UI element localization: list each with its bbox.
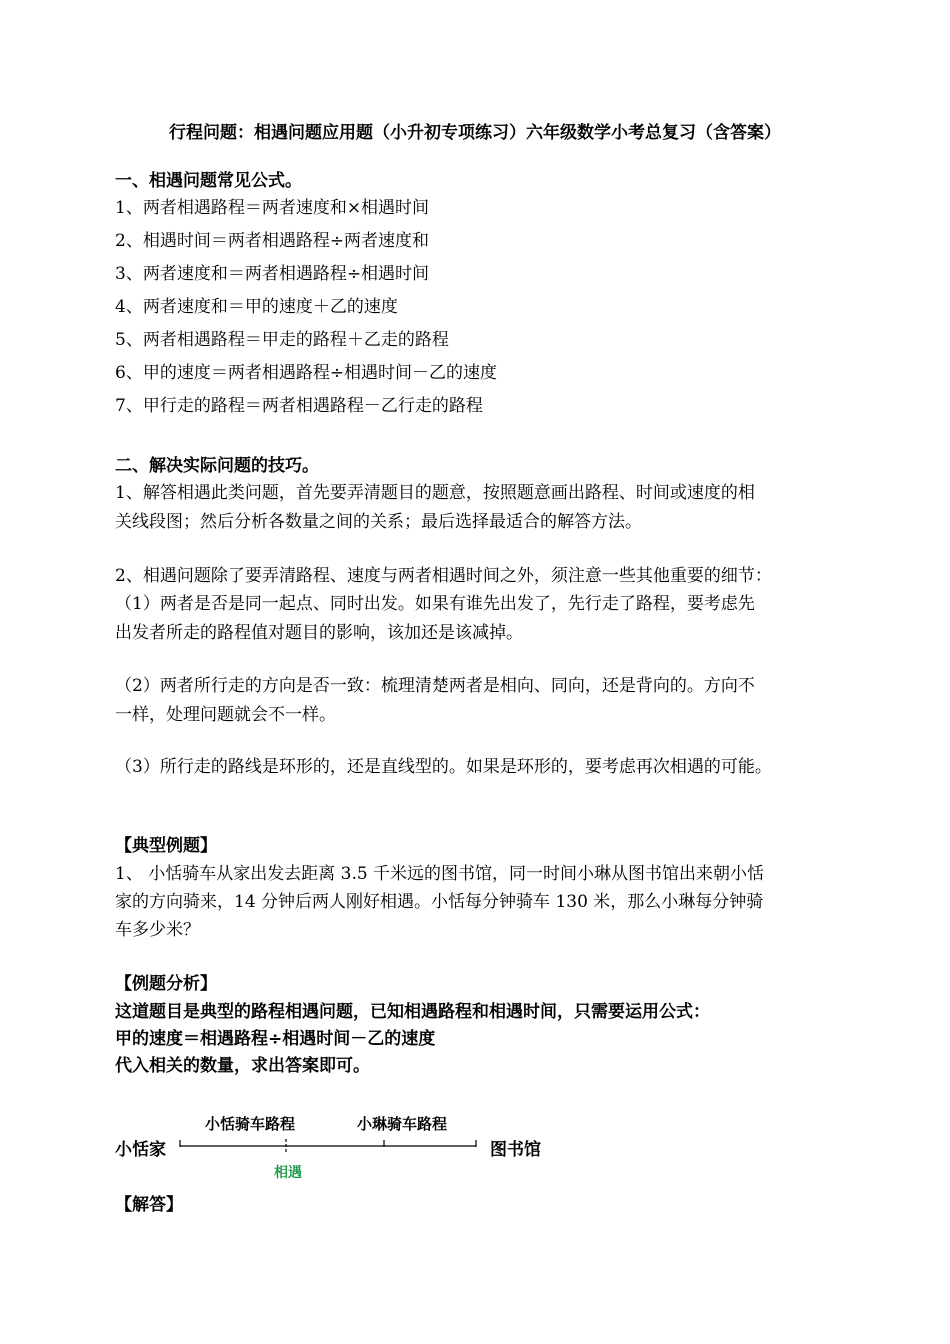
formula-item: 3、两者速度和＝两者相遇路程÷相遇时间 [115, 264, 430, 284]
tip-text: （3）所行走的路线是环形的，还是直线型的。如果是环形的，要考虑再次相遇的可能。 [115, 757, 772, 777]
analysis-text: 代入相关的数量，求出答案即可。 [115, 1056, 370, 1076]
example-heading: 【典型例题】 [115, 836, 217, 856]
tip-text: 1、解答相遇此类问题，首先要弄清题目的题意，按照题意画出路程、时间或速度的相 [115, 483, 755, 503]
tip-text: 出发者所走的路程值对题目的影响，该加还是该减掉。 [115, 623, 523, 643]
answer-heading: 【解答】 [115, 1195, 183, 1215]
tip-text: （2）两者所行走的方向是否一致：梳理清楚两者是相向、同向，还是背向的。方向不 [115, 676, 755, 696]
analysis-text: 这道题目是典型的路程相遇问题，已知相遇路程和相遇时间，只需要运用公式： [115, 1002, 710, 1022]
formula-item: 4、两者速度和＝甲的速度＋乙的速度 [115, 297, 398, 317]
section1-heading: 一、相遇问题常见公式。 [115, 171, 302, 191]
tip-text: （1）两者是否是同一起点、同时出发。如果有谁先出发了，先行走了路程，要考虑先 [115, 594, 755, 614]
tip-text: 关线段图；然后分析各数量之间的关系；最后选择最适合的解答方法。 [115, 512, 642, 532]
tip-text: 一样，处理问题就会不一样。 [115, 705, 336, 725]
formula-item: 6、甲的速度＝两者相遇路程÷相遇时间－乙的速度 [115, 363, 498, 383]
formula-item: 2、相遇时间＝两者相遇路程÷两者速度和 [115, 231, 430, 251]
example-text: 1、 小恬骑车从家出发去距离 3.5 千米远的图书馆，同一时间小琳从图书馆出来朝小恬 [115, 864, 765, 884]
formula-item: 1、两者相遇路程＝两者速度和×相遇时间 [115, 198, 430, 218]
diagram-seg2-label: 小琳骑车路程 [357, 1115, 448, 1133]
section2-heading: 二、解决实际问题的技巧。 [115, 456, 319, 476]
example-text: 车多少米？ [115, 920, 200, 940]
analysis-formula: 甲的速度＝相遇路程÷相遇时间－乙的速度 [115, 1029, 436, 1049]
diagram-right-end: 图书馆 [490, 1140, 541, 1160]
tip-text: 2、相遇问题除了要弄清路程、速度与两者相遇时间之外，须注意一些其他重要的细节： [115, 566, 772, 586]
analysis-heading: 【例题分析】 [115, 974, 217, 994]
diagram-meet-label: 相遇 [274, 1165, 302, 1181]
diagram-seg1-label: 小恬骑车路程 [205, 1115, 296, 1133]
formula-item: 7、甲行走的路程＝两者相遇路程－乙行走的路程 [115, 396, 483, 416]
page-title: 行程问题：相遇问题应用题（小升初专项练习）六年级数学小考总复习（含答案） [169, 123, 781, 143]
example-text: 家的方向骑来，14 分钟后两人刚好相遇。小恬每分钟骑车 130 米，那么小琳每分钟骑 [115, 892, 764, 912]
diagram-left-end: 小恬家 [115, 1140, 166, 1160]
formula-item: 5、两者相遇路程＝甲走的路程＋乙走的路程 [115, 330, 449, 350]
